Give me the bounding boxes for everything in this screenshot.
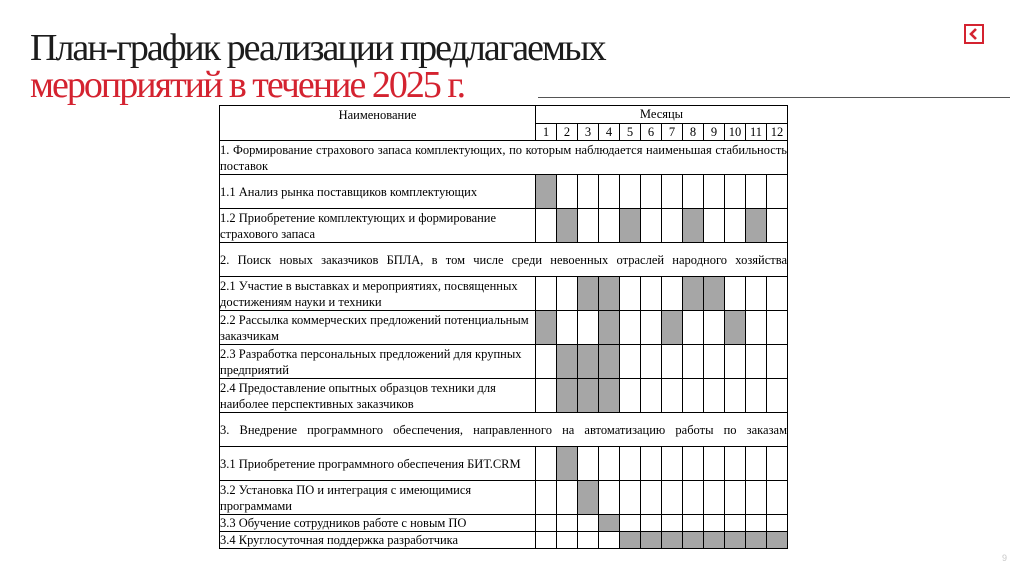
month-cell-active xyxy=(767,532,788,549)
month-cell xyxy=(683,447,704,481)
month-cell xyxy=(662,481,683,515)
month-cell xyxy=(536,379,557,413)
month-cell xyxy=(536,447,557,481)
month-cell xyxy=(536,209,557,243)
section-row xyxy=(220,243,788,277)
month-cell-active xyxy=(725,311,746,345)
month-header-5: 5 xyxy=(620,124,641,141)
month-cell xyxy=(704,515,725,532)
title-underline xyxy=(538,97,1010,98)
month-header-1: 1 xyxy=(536,124,557,141)
task-name: 2.1 Участие в выставках и мероприятиях, посвященных достижениям науки и техники xyxy=(220,277,536,311)
month-cell xyxy=(746,345,767,379)
task-name: 3.3 Обучение сотрудников работе с новым ПО xyxy=(220,515,536,532)
month-cell xyxy=(746,481,767,515)
task-row xyxy=(220,532,788,549)
month-cell-active xyxy=(599,515,620,532)
month-cell-active xyxy=(599,379,620,413)
month-cell xyxy=(557,311,578,345)
task-row xyxy=(220,515,788,532)
month-cell xyxy=(599,481,620,515)
month-cell xyxy=(578,515,599,532)
month-header-4: 4 xyxy=(599,124,620,141)
month-cell xyxy=(746,311,767,345)
month-cell-active xyxy=(683,532,704,549)
month-header-2: 2 xyxy=(557,124,578,141)
page-title xyxy=(30,27,605,106)
month-cell xyxy=(746,175,767,209)
section-title: 1. Формирование страхового запаса комплектующих, по которым наблюдается наименьшая стабильность поставок xyxy=(220,142,787,173)
month-cell xyxy=(599,175,620,209)
month-cell xyxy=(704,447,725,481)
month-cell-active xyxy=(599,277,620,311)
task-row xyxy=(220,209,788,243)
month-cell xyxy=(578,532,599,549)
month-cell xyxy=(536,481,557,515)
task-row xyxy=(220,379,788,413)
month-cell-active xyxy=(599,345,620,379)
month-cell xyxy=(746,515,767,532)
task-name: 2.3 Разработка персональных предложений для крупных предприятий xyxy=(220,345,536,379)
month-cell-active xyxy=(725,532,746,549)
task-row xyxy=(220,277,788,311)
month-cell xyxy=(557,515,578,532)
month-cell xyxy=(725,379,746,413)
month-header-10: 10 xyxy=(725,124,746,141)
month-cell xyxy=(746,277,767,311)
month-header-9: 9 xyxy=(704,124,725,141)
task-name: 1.1 Анализ рынка поставщиков комплектующих xyxy=(220,175,536,209)
month-header-6: 6 xyxy=(641,124,662,141)
task-name: 2.2 Рассылка коммерческих предложений потенциальным заказчикам xyxy=(220,311,536,345)
month-cell xyxy=(641,209,662,243)
month-cell xyxy=(536,277,557,311)
month-cell-active xyxy=(620,532,641,549)
task-name: 3.1 Приобретение программного обеспечения БИТ.CRM xyxy=(220,447,536,481)
month-cell xyxy=(704,345,725,379)
month-cell xyxy=(767,379,788,413)
month-cell-active xyxy=(578,345,599,379)
month-cell-active xyxy=(557,379,578,413)
month-cell xyxy=(725,447,746,481)
months-header: Месяцы xyxy=(536,106,788,124)
month-cell-active xyxy=(746,532,767,549)
month-cell-active xyxy=(704,532,725,549)
month-cell xyxy=(725,481,746,515)
month-cell xyxy=(725,515,746,532)
month-cell-active xyxy=(536,311,557,345)
month-cell xyxy=(641,345,662,379)
month-cell xyxy=(683,379,704,413)
task-row xyxy=(220,311,788,345)
month-cell xyxy=(578,447,599,481)
month-cell-active xyxy=(746,209,767,243)
month-cell xyxy=(557,532,578,549)
month-cell xyxy=(557,175,578,209)
task-name: 1.2 Приобретение комплектующих и формирование страхового запаса xyxy=(220,209,536,243)
month-header-11: 11 xyxy=(746,124,767,141)
month-header-8: 8 xyxy=(683,124,704,141)
month-cell xyxy=(620,175,641,209)
month-cell-active xyxy=(662,311,683,345)
month-cell xyxy=(704,175,725,209)
month-cell xyxy=(767,515,788,532)
month-cell xyxy=(662,277,683,311)
month-cell xyxy=(557,481,578,515)
month-cell-active xyxy=(683,209,704,243)
month-cell xyxy=(683,175,704,209)
month-cell xyxy=(578,175,599,209)
month-cell-active xyxy=(641,532,662,549)
month-cell xyxy=(641,277,662,311)
month-cell xyxy=(704,209,725,243)
month-cell xyxy=(536,515,557,532)
square-red-arrow-icon xyxy=(964,24,984,44)
month-header-7: 7 xyxy=(662,124,683,141)
month-cell-active xyxy=(557,209,578,243)
month-cell xyxy=(620,481,641,515)
schedule-table xyxy=(219,105,788,549)
month-cell xyxy=(599,532,620,549)
month-cell-active xyxy=(578,379,599,413)
month-cell xyxy=(641,175,662,209)
month-cell-active xyxy=(536,175,557,209)
task-name: 2.4 Предоставление опытных образцов техники для наиболее перспективных заказчиков xyxy=(220,379,536,413)
month-cell xyxy=(725,209,746,243)
month-cell xyxy=(746,447,767,481)
section-row xyxy=(220,413,788,447)
month-cell xyxy=(662,447,683,481)
month-cell xyxy=(620,447,641,481)
month-cell xyxy=(683,311,704,345)
month-cell xyxy=(767,175,788,209)
month-cell xyxy=(725,277,746,311)
section-row xyxy=(220,141,788,175)
month-cell-active xyxy=(557,345,578,379)
month-cell xyxy=(767,209,788,243)
month-cell xyxy=(578,311,599,345)
month-cell-active xyxy=(662,532,683,549)
month-cell xyxy=(746,379,767,413)
month-cell xyxy=(578,209,599,243)
task-row xyxy=(220,481,788,515)
month-cell xyxy=(557,277,578,311)
month-cell xyxy=(620,515,641,532)
month-cell xyxy=(536,345,557,379)
month-cell xyxy=(767,277,788,311)
month-cell xyxy=(683,481,704,515)
month-cell xyxy=(704,379,725,413)
month-cell xyxy=(641,481,662,515)
month-cell xyxy=(620,311,641,345)
task-row xyxy=(220,345,788,379)
month-cell xyxy=(704,481,725,515)
section-title: 2. Поиск новых заказчиков БПЛА, в том числе среди невоенных отраслей народного хозяйства xyxy=(220,243,788,277)
month-cell xyxy=(767,481,788,515)
month-cell-active xyxy=(578,277,599,311)
month-cell-active xyxy=(683,277,704,311)
month-cell xyxy=(767,345,788,379)
month-cell-active xyxy=(557,447,578,481)
month-cell xyxy=(599,447,620,481)
month-cell xyxy=(620,345,641,379)
month-cell xyxy=(641,311,662,345)
month-cell xyxy=(704,311,725,345)
month-cell xyxy=(662,379,683,413)
month-cell-active xyxy=(620,209,641,243)
month-cell xyxy=(641,447,662,481)
month-header-3: 3 xyxy=(578,124,599,141)
month-cell xyxy=(662,175,683,209)
title-line-1: План-график реализации предлагаемых xyxy=(30,27,605,69)
month-cell xyxy=(662,209,683,243)
month-cell-active xyxy=(599,311,620,345)
month-cell xyxy=(536,532,557,549)
page-number: 9 xyxy=(1002,553,1008,563)
month-cell xyxy=(599,209,620,243)
month-cell xyxy=(641,379,662,413)
month-cell xyxy=(662,515,683,532)
name-column-header: Наименование xyxy=(220,106,536,141)
task-row xyxy=(220,175,788,209)
month-cell xyxy=(683,345,704,379)
month-cell xyxy=(725,175,746,209)
task-name: 3.4 Круглосуточная поддержка разработчика xyxy=(220,532,536,549)
month-cell xyxy=(683,515,704,532)
task-name: 3.2 Установка ПО и интеграция с имеющимися программами xyxy=(220,481,536,515)
month-cell-active xyxy=(578,481,599,515)
month-cell xyxy=(725,345,746,379)
month-cell xyxy=(641,515,662,532)
task-row xyxy=(220,447,788,481)
month-header-12: 12 xyxy=(767,124,788,141)
title-line-2: мероприятий в течение 2025 г. xyxy=(30,64,465,106)
month-cell xyxy=(620,379,641,413)
month-cell xyxy=(662,345,683,379)
month-cell xyxy=(767,311,788,345)
month-cell-active xyxy=(704,277,725,311)
section-title: 3. Внедрение программного обеспечения, направленного на автоматизацию работы по заказам xyxy=(220,413,788,447)
month-cell xyxy=(767,447,788,481)
month-cell xyxy=(620,277,641,311)
